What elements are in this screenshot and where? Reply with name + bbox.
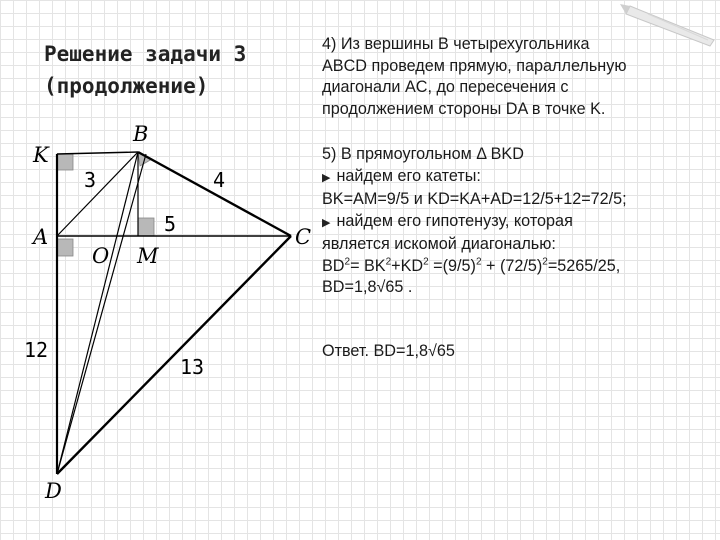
formula-part: +KD [391,256,424,275]
formula-part: =(9/5) [428,256,476,275]
bullet-hypotenuse-line-1: найдем его гипотенузу, которая [336,211,573,230]
length-cd: 13 [180,355,205,379]
right-angle-mark-k [57,154,73,170]
formula-part: =5265/25, [547,256,621,275]
label-point-a: A [33,225,49,249]
formula-part: BD [322,256,345,275]
geometry-figure [0,0,320,520]
length-bm: 5 [164,212,177,236]
label-point-k: K [33,143,49,167]
label-point-c: C [295,225,312,249]
step-4-line: диагонали AC, до пересечения с [322,78,569,96]
label-point-d: D [45,479,62,503]
formula-exponent: 2 [344,256,351,268]
formula-part: = BK [350,256,386,275]
bullet-legs-line-2: BK=AM=9/5 и KD=KA+AD=12/5+12=72/5; [322,190,627,208]
formula-exponent: 2 [475,256,482,268]
bullet-hypotenuse [322,211,714,235]
length-ad: 12 [24,338,49,362]
step-5-heading: 5) В прямоугольном Δ BKD [322,145,524,163]
line-bd-second [57,154,146,474]
length-ka: 3 [84,168,97,192]
triangle-bullet-icon: ▶ [322,216,331,229]
label-point-m: M [137,244,159,268]
step-4-line: 4) Из вершины B четырехугольника [322,35,590,53]
formula-exponent: 2 [542,256,548,268]
title-line-1: Решение задачи 3 [44,42,247,66]
right-angle-mark-a [57,239,73,256]
formula-exponent: 2 [423,256,429,268]
triangle-bullet-icon: ▶ [322,171,331,184]
side-bc [138,152,291,236]
formula-part: + (72/5) [481,256,543,275]
length-bc: 4 [213,168,226,192]
right-angle-marks [57,153,154,256]
step-4-line: ABCD проведем прямую, параллельную [322,56,627,75]
segment-kb [57,152,138,154]
step-4-line: продолжением стороны DA в точке K. [322,99,606,118]
bullet-legs [322,166,714,190]
figure-lines [57,152,291,474]
solution-text [322,34,714,362]
answer-line: Ответ. BD=1,8√65 [322,341,455,360]
formula-exponent: 2 [385,256,392,268]
step-4 [322,34,714,120]
side-cd [57,236,291,474]
step-5 [322,144,714,299]
formula-line [322,256,714,278]
label-point-b: B [133,122,149,146]
bullet-hypotenuse-line-2: является искомой диагональю: [322,235,556,253]
right-angle-mark-m [138,218,154,236]
diagonal-bd [57,152,138,474]
title-line-2: (продолжение) [44,74,209,98]
result-line: BD=1,8√65 . [322,278,413,296]
label-point-o: O [92,244,110,268]
bullet-legs-line-1: найдем его катеты: [336,166,481,185]
